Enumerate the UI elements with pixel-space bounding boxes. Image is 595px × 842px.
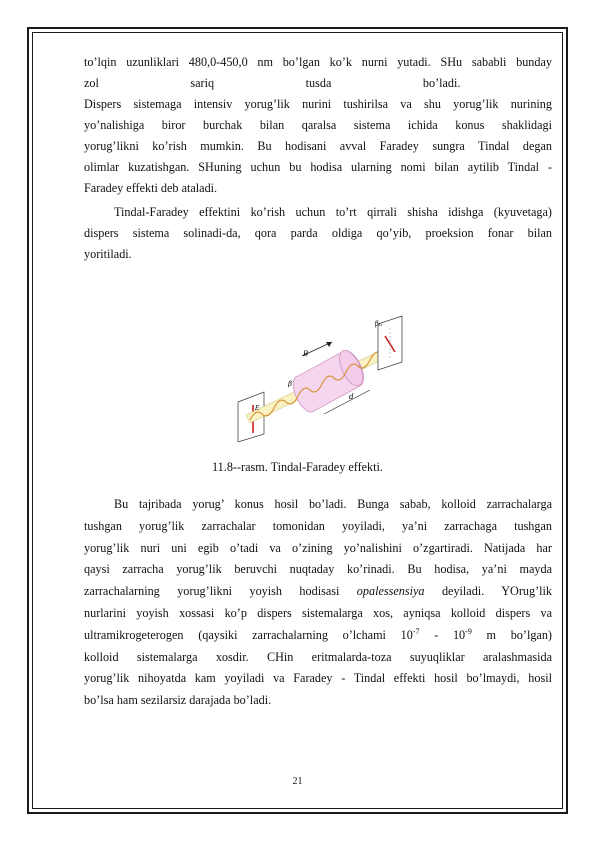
label-beta: β [288, 380, 293, 388]
paragraph3-line-4: qaysi zarracha yorug’lik beruvchi nuqtaday ko’rinadi. Bu hodisa, ya’ni mayda [84, 562, 552, 577]
page-number: 21 [292, 776, 303, 787]
paragraph3-last-line: bo’lsa ham sezilarsiz darajada bo’ladi. [84, 693, 272, 708]
label-beta0: β₀ [375, 320, 382, 328]
paragraph1-line-5: yorug’likni ko’rish mumkin. Bu hodisani avval Faradey sungra Tindal degan [84, 139, 552, 153]
text-run: zarrachalarning yorug’likni yoyish hodisasi [84, 584, 340, 599]
paragraph1-line-6: olimlar kuzatishgan. SHuning uchun bu hodisa ularning nomi bilan aytilib Tindal - [84, 160, 552, 174]
term-opalescence: opalessensiya [356, 584, 425, 599]
paragraph2-line-1: Tindal-Faradey effektini ko’rish uchun to’rt qirrali shisha idishga (kyuvetaga) [114, 205, 552, 219]
paragraph1-line-4: yo’nalishiga biror burchak bilan qaralsa sistema ichida konus shaklidagi [84, 118, 552, 132]
paragraph3-line-1: Bu tajribada yorug’ konus hosil bo’ladi. Bunga sabab, kolloid zarrachalarga [114, 497, 552, 511]
text-run: ultramikrogeterogen (qaysiki zarrachalarning o’lchami 10 [84, 627, 413, 642]
paragraph1-line-1: to’lqin uzunliklari 480,0-450,0 nm bo’lgan ko’k nurni yutadi. SHu sababli bunday [84, 55, 552, 69]
text-block-top [84, 52, 552, 265]
paragraph3-line-5 [84, 581, 552, 603]
paragraph2-last-line: yoritiladi. [84, 247, 132, 261]
paragraph3-line-9: yorug’lik nihoyatda kam yoyiladi va Faradey - Tindal effekti hosil bo’lmaydi, hosil [84, 671, 552, 686]
word: zol [84, 76, 99, 90]
paragraph1-line-2 [84, 73, 552, 94]
label-d: d [349, 393, 354, 401]
paragraph1-last-line: Faradey effekti deb ataladi. [84, 181, 218, 195]
paragraph1-line-3: Dispers sistemaga intensiv yorug’lik nurini tushirilsa va shu yorug’lik nurining [84, 97, 552, 111]
text-run: - 10 [419, 627, 466, 642]
paragraph3-line-6: nurlarini yoyish xossasi ko’p dispers sistemalarga xos, ayniqsa kolloid dispers va [84, 605, 552, 620]
text-run: deyiladi. YOrug’lik [441, 584, 552, 599]
paragraph3-line-2: tushgan yorug’lik zarrachalar tomonidan yoyiladi, ya’ni zarrachaga tushgan [84, 518, 552, 533]
word: tusda [305, 76, 332, 90]
word: bo’ladi. [422, 76, 461, 90]
paragraph3-line-3: yorug’lik nuri uni egib o’tadi va o’zining yo’nalishini o’zgartiradi. Natijada har [84, 540, 552, 555]
figure-caption: 11.8--rasm. Tindal-Faradey effekti. [212, 460, 383, 474]
exponent: -7 [412, 626, 420, 636]
paragraph2-line-2: dispers sistema solinadi-da, qora parda oldiga qo’yib, proeksion fonar bilan [84, 226, 552, 240]
label-E: E [255, 405, 260, 412]
exponent: -9 [465, 626, 472, 636]
paragraph3-line-7 [84, 625, 552, 647]
paragraph3-line-8: kolloid sistemalarga xosdir. CHin eritmalarda-toza suyuqliklar aralashmasida [84, 649, 552, 664]
text-block-bottom [84, 494, 552, 712]
label-B: B [303, 350, 309, 358]
word: sariq [190, 76, 215, 90]
text-run: m bo’lgan) [471, 627, 552, 642]
faraday-effect-figure [232, 314, 410, 442]
